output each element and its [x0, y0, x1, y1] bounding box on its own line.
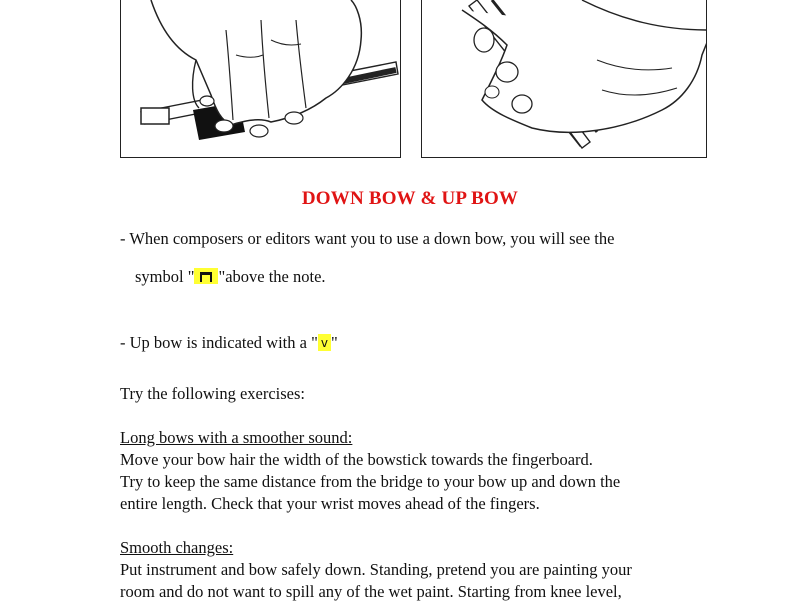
hand-holding-bow-tip-icon: [121, 0, 401, 158]
bow-hold-illustration-right: [421, 0, 707, 158]
down-bow-symbol-icon: [200, 272, 212, 282]
up-bow-line: [120, 333, 338, 353]
section-heading-long-bows: Long bows with a smoother sound:: [120, 428, 353, 447]
up-bow-symbol: v: [320, 336, 328, 350]
section-line: room and do not want to spill any of the wet paint. Starting from knee level,: [120, 582, 622, 601]
section-line: entire length. Check that your wrist moves ahead of the fingers.: [120, 494, 540, 513]
page-title: DOWN BOW & UP BOW: [301, 188, 519, 209]
bow-hold-illustration-left: [120, 0, 401, 158]
section-line: Put instrument and bow safely down. Standing, pretend you are painting your: [120, 560, 632, 579]
down-bow-line-1: - When composers or editors want you to use a down bow, you will see the: [120, 229, 615, 248]
down-bow-line-2: [135, 267, 326, 287]
down-bow-text-after: "above the note.: [218, 267, 326, 286]
hand-holding-bow-frog-icon: [422, 0, 707, 158]
up-bow-text-before: - Up bow is indicated with a ": [120, 333, 318, 352]
section-heading-smooth-changes: Smooth changes:: [120, 538, 234, 557]
section-line: Try to keep the same distance from the bridge to your bow up and down the: [120, 472, 621, 491]
exercises-intro: Try the following exercises:: [120, 384, 305, 403]
down-bow-symbol-highlight: [194, 268, 218, 284]
up-bow-text-after: ": [330, 333, 338, 352]
up-bow-symbol-highlight: [318, 334, 331, 351]
down-bow-text-before: symbol ": [135, 267, 195, 286]
section-line: Move your bow hair the width of the bowstick towards the fingerboard.: [120, 450, 593, 469]
